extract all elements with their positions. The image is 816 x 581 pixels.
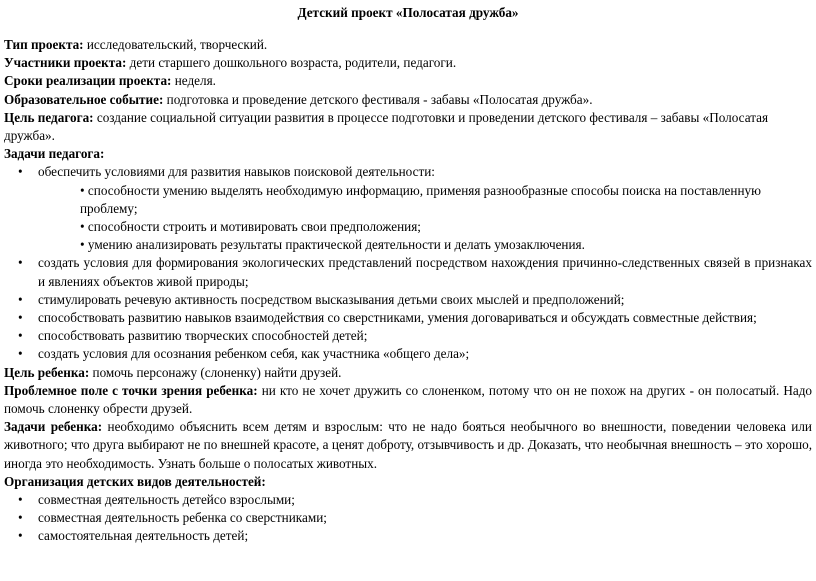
list-item-text: способствовать развитию навыков взаимодействия со сверстниками, умения договариваться и обсуждать совместные действия;: [38, 310, 757, 326]
list-item: [4, 527, 812, 545]
child-goal-value: помочь персонажу (слоненку) найти друзей.: [89, 364, 342, 380]
list-item: [4, 163, 812, 181]
list-item-text: стимулировать речевую активность посредством высказывания детьми своих мыслей и предположений;: [38, 291, 625, 307]
participants-label: Участники проекта:: [4, 55, 127, 71]
project-terms: [4, 72, 812, 90]
bullet-icon: •: [18, 310, 23, 326]
child-problem-field: [4, 382, 812, 418]
organization-heading: [4, 473, 812, 491]
bullet-icon: •: [18, 528, 23, 544]
bullet-icon: •: [18, 328, 23, 344]
child-goal-label: Цель ребенка:: [4, 364, 90, 380]
teacher-goal-label: Цель педагога:: [4, 109, 94, 125]
sub-list-item-text: • способности строить и мотивировать свои предположения;: [80, 219, 421, 235]
sub-list-item-text: • умению анализировать результаты практической деятельности и делать умозаключения.: [80, 237, 585, 253]
list-item: [4, 291, 812, 309]
sub-list-item: [4, 182, 812, 218]
bullet-icon: •: [18, 510, 23, 526]
child-tasks: [4, 418, 812, 473]
project-type-value: исследовательский, творческий.: [83, 37, 268, 52]
document-title: Детский проект «Полосатая дружба»: [297, 5, 519, 20]
sub-list-item: [4, 218, 812, 236]
educational-event: [4, 91, 812, 109]
sub-list-item: [4, 236, 812, 254]
list-item: [4, 254, 812, 290]
list-item-text: способствовать развитию творческих способностей детей;: [38, 328, 368, 344]
bullet-icon: •: [18, 291, 23, 307]
list-item: [4, 491, 812, 509]
child-problem-value: ни кто не хочет дружить со слоненком, потому что он не похож на других - он полосатый. Надо помочь слоненку обрести друзей.: [4, 382, 812, 417]
list-item-text: создать условия для формирования экологических представлений посредством нахождения причинно-следственных связей в признаках и явлениях объектов живой природы;: [38, 255, 812, 289]
bullet-icon: •: [18, 492, 23, 508]
terms-label: Сроки реализации проекта:: [4, 73, 172, 89]
teacher-tasks-heading: [4, 145, 812, 163]
list-item-text: совместная деятельность детейсо взрослыми;: [38, 492, 295, 508]
teacher-goal: [4, 109, 812, 145]
event-value: подготовка и проведение детского фестиваля - забавы «Полосатая дружба».: [163, 91, 593, 107]
list-item-text: создать условия для осознания ребенком себя, как участника «общего дела»;: [38, 346, 470, 362]
list-item-text: совместная деятельность ребенка со сверстниками;: [38, 510, 327, 526]
project-type: [4, 36, 812, 54]
list-item: [4, 309, 812, 327]
teacher-tasks-label: Задачи педагога:: [4, 146, 105, 162]
bullet-icon: •: [18, 255, 23, 271]
teacher-goal-value: создание социальной ситуации развития в процессе подготовки и проведении детского фестиваля – забавы «Полосатая дружба».: [4, 109, 769, 144]
child-tasks-label: Задачи ребенка:: [4, 419, 103, 435]
list-item-text: самостоятельная деятельность детей;: [38, 528, 249, 544]
bullet-icon: •: [18, 346, 23, 362]
participants-value: дети старшего дошкольного возраста, родители, педагоги.: [126, 55, 457, 71]
bullet-icon: •: [18, 164, 23, 180]
child-problem-label: Проблемное поле с точки зрения ребенка:: [4, 382, 258, 398]
child-goal: [4, 364, 812, 382]
sub-list-item-text: • способности умению выделять необходимую информацию, применяя разнообразные способы поиска на поставленную проблему;: [80, 182, 761, 216]
document-body: [4, 36, 812, 546]
terms-value: неделя.: [171, 73, 216, 89]
teacher-tasks-list: [4, 163, 812, 363]
list-item-text: обеспечить условиями для развития навыков поисковой деятельности:: [38, 164, 435, 180]
project-type-label: Тип проекта:: [4, 37, 84, 52]
organization-label: Организация детских видов деятельностей:: [4, 473, 266, 489]
list-item: [4, 327, 812, 345]
child-tasks-value: необходимо объяснить всем детям и взрослым: что не надо бояться необычного во внешности, поведении человека или животного; что друга выбирают не по внешней красоте, а ценят доброту, отзывчивость и др. Доказать, что необычная внешность – это хорошо, иногда это необходимость. Узнать больше о полосатых животных.: [4, 419, 812, 471]
list-item: [4, 345, 812, 363]
event-label: Образовательное событие:: [4, 91, 164, 107]
list-item: [4, 509, 812, 527]
project-participants: [4, 54, 812, 72]
organization-list: [4, 491, 812, 546]
